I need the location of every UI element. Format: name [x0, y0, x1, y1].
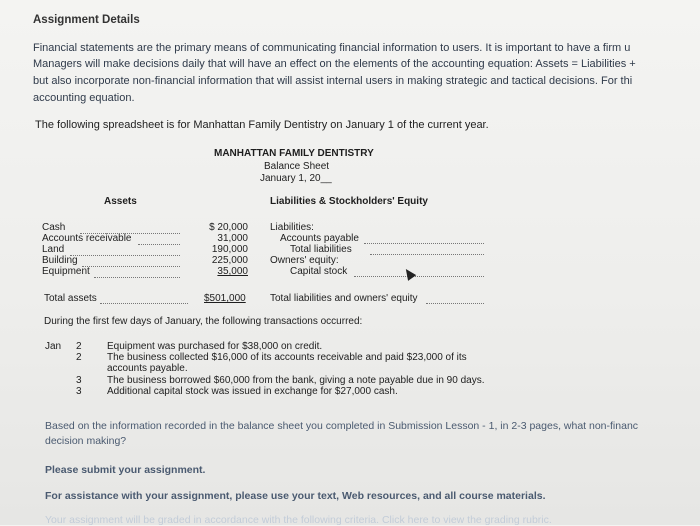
assistance-text: For assistance with your assignment, please use your text, Web resources, and all course materials. — [45, 490, 546, 502]
total-assets-label: Total assets — [44, 293, 97, 304]
leader-dots — [80, 233, 180, 234]
question-line-2: decision making? — [45, 435, 127, 447]
liabilities-label: Liabilities: — [270, 222, 314, 233]
transaction-day: 3 — [76, 375, 82, 386]
asset-amount: 225,000 — [211, 255, 248, 266]
paragraph-line-4: accounting equation. — [33, 92, 135, 104]
leader-dots — [138, 244, 180, 245]
company-name: MANHATTAN FAMILY DENTISTRY — [214, 148, 374, 159]
transaction-text: The business collected $16,000 of its accounts receivable and paid $23,000 of its — [107, 352, 467, 363]
asset-label: Accounts receivable — [42, 233, 132, 244]
capital-stock-label: Capital stock — [290, 266, 348, 277]
total-assets-amount: $501,000 — [204, 293, 246, 304]
intro-text: The following spreadsheet is for Manhattan Family Dentistry on January 1 of the current year. — [35, 119, 489, 131]
transaction-day: 2 — [76, 352, 82, 363]
transaction-text: Equipment was purchased for $38,000 on credit. — [107, 341, 323, 352]
owners-equity-label: Owners' equity: — [270, 255, 339, 266]
grading-text: Your assignment will be graded in accordance with the following criteria. — [45, 514, 380, 526]
leader-dots — [100, 303, 188, 304]
asset-label: Building — [42, 255, 78, 266]
total-liabilities-equity-label: Total liabilities and owners' equity — [270, 293, 418, 304]
asset-amount: 35,000 — [217, 266, 248, 277]
asset-amount: 31,000 — [217, 233, 248, 244]
leader-dots — [94, 277, 180, 278]
statement-date: January 1, 20__ — [260, 173, 332, 184]
asset-amount: 190,000 — [211, 244, 248, 255]
submit-instruction: Please submit your assignment. — [45, 464, 206, 476]
transaction-day: 3 — [76, 386, 82, 397]
transaction-day: 2 — [76, 341, 82, 352]
grading-rubric-link[interactable]: Click here to view the grading rubric. — [381, 514, 552, 526]
mouse-cursor-icon — [402, 266, 417, 281]
statement-name: Balance Sheet — [264, 161, 330, 172]
leader-dots — [426, 303, 484, 304]
asset-label: Equipment — [42, 266, 90, 277]
assets-header: Assets — [104, 196, 137, 207]
leader-dots — [370, 254, 484, 255]
paragraph-line-3: but also incorporate non-financial information that will assist internal users in making strategic and tactical decisions. For thi — [33, 75, 633, 87]
leader-dots — [70, 255, 180, 256]
transaction-text: The business borrowed $60,000 from the bank, giving a note payable due in 90 days. — [107, 375, 485, 386]
leader-dots — [354, 276, 484, 277]
transactions-intro: During the first few days of January, the following transactions occurred: — [44, 316, 363, 327]
accounts-payable-label: Accounts payable — [280, 233, 359, 244]
asset-amount: $ 20,000 — [209, 222, 248, 233]
transaction-text: Additional capital stock was issued in exchange for $27,000 cash. — [107, 386, 398, 397]
transaction-text: accounts payable. — [107, 363, 188, 374]
question-line-1: Based on the information recorded in the balance sheet you completed in Submission Lesson - 1, in 2-3 pages, what non-financ — [45, 420, 639, 432]
grading-line — [45, 514, 552, 526]
section-title: Assignment Details — [33, 14, 140, 26]
paragraph-line-2: Managers will make decisions daily that will have an effect on the elements of the accounting equation: Assets = Liabilities + — [33, 58, 636, 70]
leader-dots — [82, 266, 180, 267]
asset-label: Land — [42, 244, 65, 255]
asset-label: Cash — [42, 222, 66, 233]
paragraph-line-1: Financial statements are the primary means of communicating financial information to users. It is important to have a firm u — [33, 42, 631, 54]
liabilities-header: Liabilities & Stockholders' Equity — [270, 196, 428, 207]
transaction-month: Jan — [45, 341, 62, 352]
leader-dots — [364, 243, 484, 244]
total-liabilities-label: Total liabilities — [290, 244, 352, 255]
